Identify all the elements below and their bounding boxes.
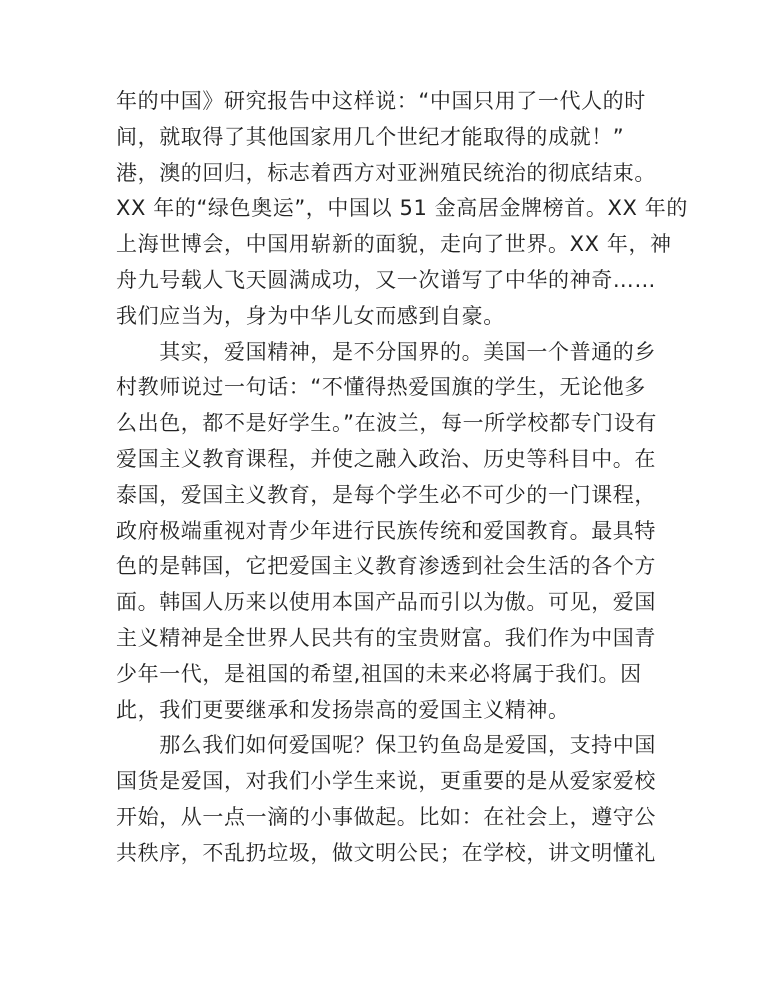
text-line: 主义精神是全世界人民共有的宝贵财富。我们作为中国青 <box>116 625 656 650</box>
text-line: 上海世博会，中国用崭新的面貌，走向了世界。XX 年，神 <box>116 232 672 257</box>
text-line: 泰国，爱国主义教育，是每个学生必不可少的一门课程， <box>116 482 656 507</box>
text-line: 色的是韩国，它把爱国主义教育渗透到社会生活的各个方 <box>116 554 656 579</box>
text-line: 那么我们如何爱国呢？保卫钓鱼岛是爱国，支持中国 <box>116 733 656 758</box>
text-line: 村教师说过一句话：“不懂得热爱国旗的学生，无论他多 <box>116 375 646 400</box>
text-line: 开始，从一点一滴的小事做起。比如：在社会上，遵守公 <box>116 804 656 829</box>
text-line: 此，我们更要继承和发扬崇高的爱国主义精神。 <box>116 697 570 722</box>
text-line: 我们应当为，身为中华儿女而感到自豪。 <box>116 303 505 328</box>
text-line: XX 年的“绿色奥运”，中国以 51 金高居金牌榜首。XX 年的 <box>116 196 688 221</box>
document-body <box>116 84 688 872</box>
text-line: 爱国主义教育课程，并使之融入政治、历史等科目中。在 <box>116 446 656 471</box>
text-line: 间，就取得了其他国家用几个世纪才能取得的成就！” <box>116 124 625 149</box>
text-line: 其实，爱国精神，是不分国界的。美国一个普通的乡 <box>116 339 656 364</box>
text-line: 年的中国》研究报告中这样说：“中国只用了一代人的时 <box>116 89 646 113</box>
text-line: 少年一代，是祖国的希望,祖国的未来必将属于我们。因 <box>116 661 642 686</box>
text-line: 面。韩国人历来以使用本国产品而引以为傲。可见，爱国 <box>116 590 656 615</box>
text-line: 港，澳的回归，标志着西方对亚洲殖民统治的彻底结束。 <box>116 160 656 185</box>
text-line: 国货是爱国，对我们小学生来说，更重要的是从爱家爱校 <box>116 769 656 794</box>
text-line: 共秩序，不乱扔垃圾，做文明公民；在学校，讲文明懂礼 <box>116 840 656 865</box>
text-line: 政府极端重视对青少年进行民族传统和爱国教育。最具特 <box>116 518 656 543</box>
text-line: 么出色，都不是好学生。”在波兰，每一所学校都专门设有 <box>116 411 657 436</box>
text-line: 舟九号载人飞天圆满成功，又一次谱写了中华的神奇…… <box>116 267 656 292</box>
